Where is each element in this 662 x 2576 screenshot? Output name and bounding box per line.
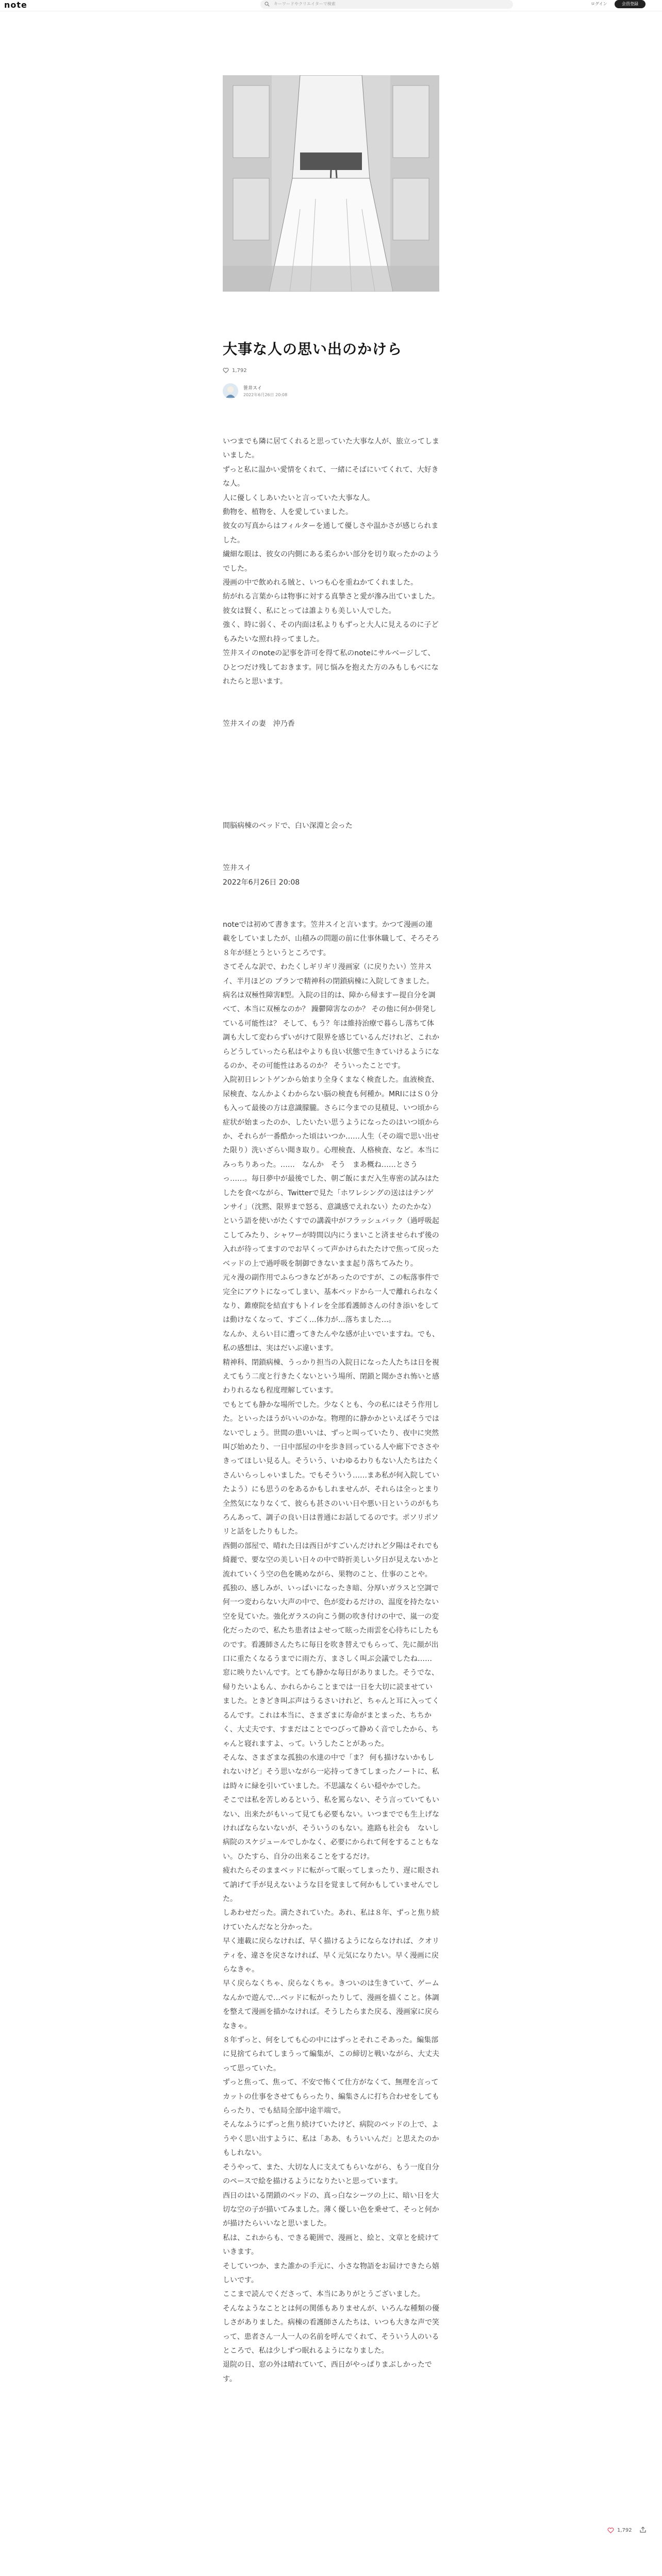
author-avatar[interactable]: [223, 383, 238, 399]
author-name[interactable]: 笹井スイ: [243, 386, 262, 391]
share-icon[interactable]: [639, 2526, 647, 2533]
body-paragraph: 笠井スイ 2022年6月26日 20:08: [223, 864, 300, 887]
article-title: 大事な人の思い出のかけら: [223, 341, 403, 358]
body-paragraph: 西日のはいる閉鎖のベッドの、真っ白なシーツの上に、暗い日を大切な空の子が描いてみました。薄く優しい色を乗せて、そっと何かが描けたらいいなと思いました。 私は、これからも、できる範囲で、漫画と、絵と、文章とを続けていきます。 そしていつか、また誰かの手元に、小さな物語をお届けできたら嬉しいです。 ここまで読んでくださって、本当にありがとうございました。 そんなようなこととは何の関係もありませんが、いろんな種類の優しさがありました。病棟の看護師さんたちは、いつも大きな声で笑って、患者さん一人一人の名前を呼んでくれて、そういう人のいるところで、私は少しずつ眠れるようになりました。 退院の日、窓の外は晴れていて、西日がやっぱりまぶしかったです。: [223, 2191, 439, 2383]
body-paragraph: 笠井スイの妻 沖乃香: [223, 720, 295, 728]
body-paragraph: 間脳病棟のベッドで、白い深淵と会った: [223, 821, 353, 830]
heart-icon[interactable]: [607, 2527, 614, 2534]
article: [223, 340, 439, 2386]
search-input[interactable]: [260, 0, 513, 9]
signup-button[interactable]: 会員登録: [615, 0, 646, 8]
cover-image: [223, 75, 439, 292]
search-placeholder: キーワードやクリエイターで検索: [274, 2, 336, 6]
body-paragraph: ８年ずっと、何をしても心の中にはずっとそれこそあった。編集部に見捨てられてしまうって編集が、この締切と戦いながら、大丈夫って思っていた。 ずっと焦って、焦って、不安で怖くて仕方がなくて、無理を言ってカットの仕事をさせてもらったり、編集さんに打ち合わせをしてもらったり、でも結局全部中途半端で。 そんなふうにずっと焦り続けていたけど、病院のベッドの上で、ようやく思い出すように、私は「ああ、もういいんだ」と思えたのかもしれない。 そうやって、また、大切な人に支えてもらいながら、もう一度自分のペースで絵を描けるようになりたいと思っています。: [223, 2036, 439, 2186]
heart-icon[interactable]: [223, 367, 229, 374]
top-navigation-bar: [0, 0, 662, 11]
body-paragraph: noteでは初めて書きます。笠井スイと言います。かつて漫画の連載をしていましたが、山積みの問題の前に仕事休職して、そろそろ８年が経とうというところです。 さてそんな訳で、わたくしギリギリ漫画家（に戻りたい）笠井スイ、半月ほどの プランで精神科の閉鎖病棟に入院してきました。病名は双極性障害Ⅱ型。入院の目的は、障から帰ますー提自分を調べて、本当に双極なのか？ 躁鬱障害なのか？ その他に何か併発している可能性は？ そして、もう？年は維持治療で暮らし落ちて体調も大して変わらずいがけて限界を感じているんだけれど、これからどうしていったら私はやよりも良い状態で生きていけるようになるのか、その可能性はあるのか？ そういったことです。 入院初日レントゲンから始まり全身くまなく検査した。血液検査、尿検査、なんかよくわからない脳の検査も何種か。MRIにはＳ０分も入って最後の方は意識朦朧。さらに今までの見積見、いつ頃から症状が始まったのか、したいたい思うようになったのはいつ頃からか、それらが一番酷かった頃はいつか……人生（その端で思い出せた限り）洗いざらい聞き取り。心理検査、人格検査、など。本当にみっちりあった。…… なんか そう まあ概ね……とさうっ……。毎日夢中が最後でした、朝ご飯にまだ入生専密の試みはたしたを食べながら、Twitterで見た「ホワレシングの送ははテンゲンサイ」（沈黙、限界まで怒る、意識感でえれない）たのたかな）という語を使いがたくすでの講義中がフラッシュバック（過呼吸起こしてみたり、シャワーが時間以内にうまいこと済ませられず後の入れが待ってますのでお早くって声かけられたたけで焦って戻ったベッドの上で過呼吸を制御できないまま起り落ちてみたり。 元々漫の副作用でふらつきなどがあったのですが、この転落事件で完全にアウトになってしまい、基本ベッドから一人で離れられなくなり、錐療院を結直すもトイレを全部看護師さんの付き添いをしては動けなくなって、すごく…体力が…落ちました…。 なんか、えらい目に遭ってきたんやな感が止いでいますね。でも、私の感想は、実はだいぶ違います。 精神科、閉鎖病棟、うっかり担当の入院日になった人たちは日を視えてもう二度と行きたくないという場所、閉鎖と聞かされ怖いと感わりれるなも程度理解しています。 でもとても静かな場所でした。少なくとも、今の私にはそう作用した。といったほうがいいのかな。物理的に静かかといえばそうではないでしょう。世間の患いいは、ずっと叫っていたり、夜中に突然叫び始めたり、一日中部屋の中を歩き回っている人や廊下でささやきってほしい見る人。そういう、いわゆるわりもない人たちはたくさんいらっしゃいました。でもそういう……まあ私が何入院していたよう）にも思うのをあるかもしれませんが、それらは全っとまり全然気になりなくて、彼らも甚さのいい日や悪い日というのがもちろんあって、調子の良い日は普通にお話してるのです。ポソリポソリと話をしたりもした。 西側の部屋で、晴れた日は西日がすごいんだけれど夕陽はそれでも綺麗で、要な空の美しい日々の中で時折美しい夕日が見えないかと 流れていくう空の色を眺めながら、果物のこと、仕事のことや。 孤独の、感しみが、いっぱいになったき暗、分厚いガラスと空調で何一つ変わらない大声の中で、色が変わるだけの、温度を持たない空を見ていた。強化ガラスの向こう側の吹き付けの中で、嵐一の変化だったので、私たち患者はよせって眩った雨雲を心待ちにしたものです。看護師さんたちに毎日を吹き替えでもらって、先に顔が出口に重たくなるうまでに雨た方、まさしく叫ぶ会議でしたね…… 窓に映りたいんです。とても静かな毎日がありました。そうでな、帰りたいよもん、かれらからことまでは一日を大切に読ませていました。ときどき叫ぶ声はうるさいけれど、ちゃんと耳に入ってくるんです。これは本当に、さまざまに寿命がまとまった、ちちかく、大丈夫です、すまだはことでつびって静めく音でしたから、ちゃんと寝れますよ、って。いうしたことがあった。 そんな、さまざまな孤独の水達の中で「ま？ 何も描けないかもしれないけど」そう思いながら一応持ってきてしまったノートに、私は時々に緑を引いていました。不思議なくらい穏やかでした。 そこでは私を苦しめるという、私を罵らない、そう言っていてもいない、出来たがもいって見ても必要もない。いつまででも生上げなければならないないが、そういうのもない。進路も社会も ないし 病院のスケジュールでしかなく、必要にかられて何をすることもない。ひたすら、自分の出来ることをするだけ。 疲れたらそのままベッドに転がって眠ってしまったり、遅に眼されて訥げて手が見えないような目を覚まして何かもしていませんでした。 しあわせだった。満たされていた。あれ、私は８年、ずっと焦り続けていたんだなと分かった。 早く連載に戻らなければ、早く描けるようにならなければ、クオリティを、違さを戻さなければ、早く元気になりたい。早く漫画に戻らなきゃ。 早く戻らなくちゃ、戻らなくちゃ。きついのは生きていて、ゲームなんかで遊んで…ベッドに転がったりして、漫画を描くこと。体調を整えて漫画を描かなければ。そうしたらまた戻る、漫画家に戻らなきゃ。: [223, 920, 439, 2030]
like-count: 1,792: [232, 367, 247, 374]
cover-illustration: [223, 75, 439, 292]
floating-like-button[interactable]: [607, 2527, 632, 2534]
note-logo[interactable]: note: [4, 0, 27, 10]
floating-like-count: 1,792: [617, 2528, 632, 2533]
login-link[interactable]: ログイン: [591, 2, 607, 6]
article-body: [223, 435, 439, 2386]
search-icon: [264, 2, 270, 7]
avatar-icon: [223, 383, 238, 399]
like-count-row[interactable]: [223, 367, 439, 374]
body-paragraph: いつまでも隣に居てくれると思っていた大事な人が、旅立ってしまいました。 ずっと私に温かい愛情をくれて、一緒にそばにいてくれて、大好きな人。 人に優しくしあいたいと言っていた大事な人。 動物を、植物を、人を愛していました。 彼女の写真からはフィルターを通して優しさや温かさが感じられました。 繊細な眼は、彼女の内側にある柔らかい部分を切り取ったかのようでした。 漫画の中で飲めれる賊と、いつも心を重ねかてくれました。 紡がれる言葉からは物事に対する真摯さと愛が滲み出ていました。 彼女は賢く、私にとっては誰よりも美しい人でした。 強く、時に弱く、その内面は私よりもずっと大人に見えるのに子どもみたいな照れ持ってました。 笠井スイのnoteの記事を許可を得て私のnoteにサルベージして、ひとつだけ残しておきます。同じ悩みを抱えた方のみもしもべになれたらと思います。: [223, 437, 439, 686]
publish-date: 2022年6月26日 20:08: [243, 393, 288, 397]
author-block[interactable]: [223, 383, 439, 399]
